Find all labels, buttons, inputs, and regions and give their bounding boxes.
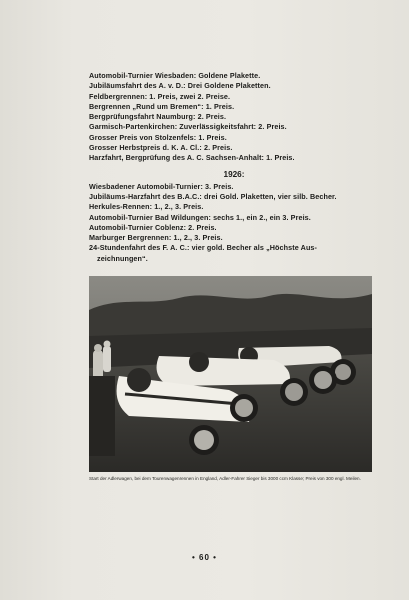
award-line: Herkules-Rennen: 1., 2., 3. Preis. bbox=[89, 202, 204, 212]
award-line: Feldbergrennen: 1. Preis, zwei 2. Preise. bbox=[89, 91, 231, 101]
award-line: Jubiläums-Harzfahrt des B.A.C.: drei Gold. Plaketten, vier silb. Becher. bbox=[89, 191, 337, 201]
award-line: Grosser Preis von Stolzenfels: 1. Preis. bbox=[89, 132, 227, 142]
page-number: • 60 • bbox=[192, 553, 217, 562]
awards-text-block bbox=[89, 71, 379, 264]
award-line: 24-Stundenfahrt des F. A. C.: vier gold. Becher als „Höchste Aus- bbox=[89, 243, 318, 253]
award-line: Harzfahrt, Bergprüfung des A. C. Sachsen-Anhalt: 1. Preis. bbox=[89, 153, 295, 163]
awards-list-before bbox=[89, 71, 379, 164]
award-line: Jubiläumsfahrt des A. v. D.: Drei Goldene Plaketten. bbox=[89, 81, 271, 91]
award-line: zeichnungen“. bbox=[97, 253, 148, 263]
awards-list-1926 bbox=[89, 182, 379, 264]
award-line: Grosser Herbstpreis d. K. A. Cl.: 2. Preis. bbox=[89, 143, 233, 153]
award-line: Marburger Bergrennen: 1., 2., 3. Preis. bbox=[89, 233, 223, 243]
year-heading: 1926: bbox=[223, 169, 245, 179]
photo-caption: Start der Adlerwagen, bei dem Tourenwagenrennen in England, Adler-Fahrer Sieger bis 3000 ccm Klasse; Preis von 300 engl. Meilen. bbox=[89, 476, 361, 481]
award-line: Wiesbadener Automobil-Turnier: 3. Preis. bbox=[89, 181, 234, 191]
award-line: Automobil-Turnier Wiesbaden: Goldene Plakette. bbox=[89, 71, 261, 80]
award-line: Garmisch-Partenkirchen: Zuverlässigkeitsfahrt: 2. Preis. bbox=[89, 122, 287, 132]
award-line: Automobil-Turnier Coblenz: 2. Preis. bbox=[89, 222, 217, 232]
award-line: Automobil-Turnier Bad Wildungen: sechs 1., ein 2., ein 3. Preis. bbox=[89, 212, 311, 222]
race-cars-photo-drawing bbox=[89, 276, 372, 472]
race-cars-photo bbox=[89, 276, 372, 472]
award-line: Bergrennen „Rund um Bremen“: 1. Preis. bbox=[89, 101, 235, 111]
award-line: Bergprüfungsfahrt Naumburg: 2. Preis. bbox=[89, 112, 227, 122]
